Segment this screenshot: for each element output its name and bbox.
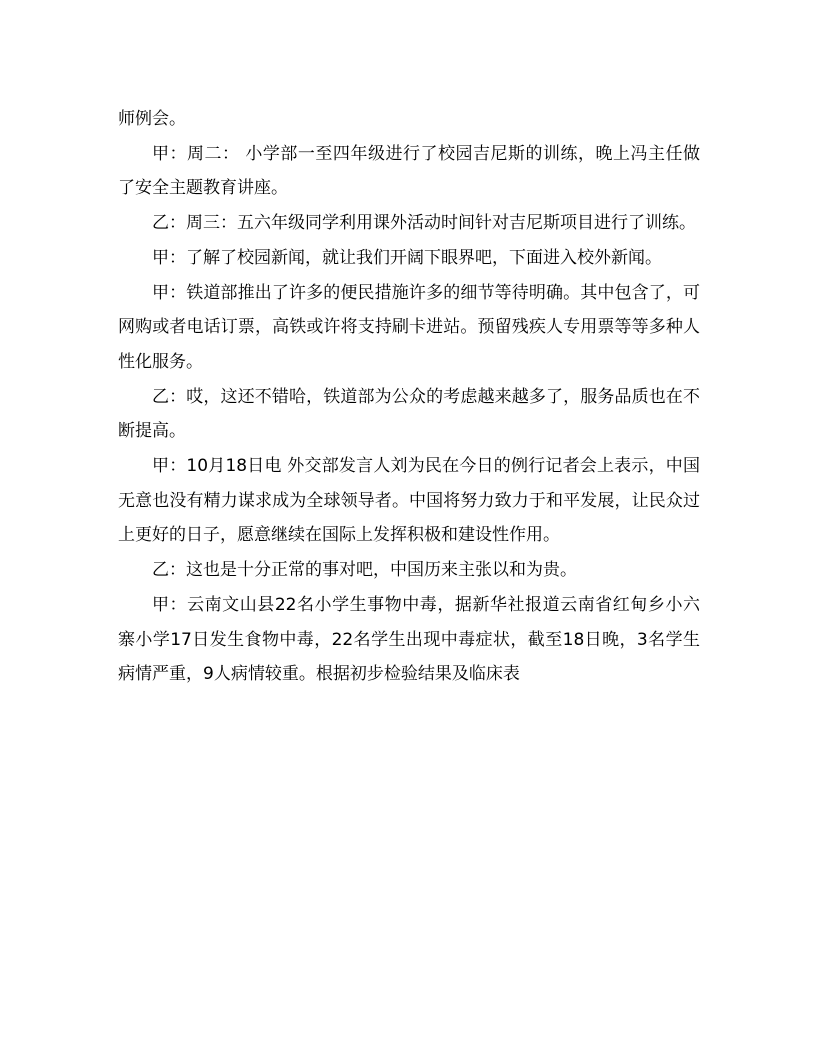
paragraph: 甲：云南文山县22名小学生事物中毒，据新华社报道云南省红甸乡小六寨小学17日发生食物中毒，22名学生出现中毒症状，截至18日晚，3名学生病情严重，9人病情较重。根据初步检验结果及临床表 <box>118 594 700 685</box>
document-body <box>118 102 700 692</box>
paragraph: 甲：周二： 小学部一至四年级进行了校园吉尼斯的训练，晚上冯主任做了安全主题教育讲座。 <box>118 143 700 199</box>
paragraph: 甲：10月18日电 外交部发言人刘为民在今日的例行记者会上表示，中国无意也没有精力谋求成为全球领导者。中国将努力致力于和平发展，让民众过上更好的日子，愿意继续在国际上发挥积极和建设性作用。 <box>118 456 700 546</box>
paragraph: 甲：了解了校园新闻，就让我们开阔下眼界吧，下面进入校外新闻。 <box>152 247 662 268</box>
paragraph: 乙：这也是十分正常的事对吧，中国历来主张以和为贵。 <box>152 560 577 581</box>
paragraph: 乙：哎，这还不错哈，铁道部为公众的考虑越来越多了，服务品质也在不断提高。 <box>118 386 700 442</box>
paragraph: 甲：铁道部推出了许多的便民措施许多的细节等待明确。其中包含了，可网购或者电话订票，高铁或许将支持刷卡进站。预留残疾人专用票等等多种人性化服务。 <box>118 282 700 372</box>
paragraph: 师例会。 <box>118 109 186 129</box>
paragraph: 乙：周三：五六年级同学利用课外活动时间针对吉尼斯项目进行了训练。 <box>152 213 696 234</box>
